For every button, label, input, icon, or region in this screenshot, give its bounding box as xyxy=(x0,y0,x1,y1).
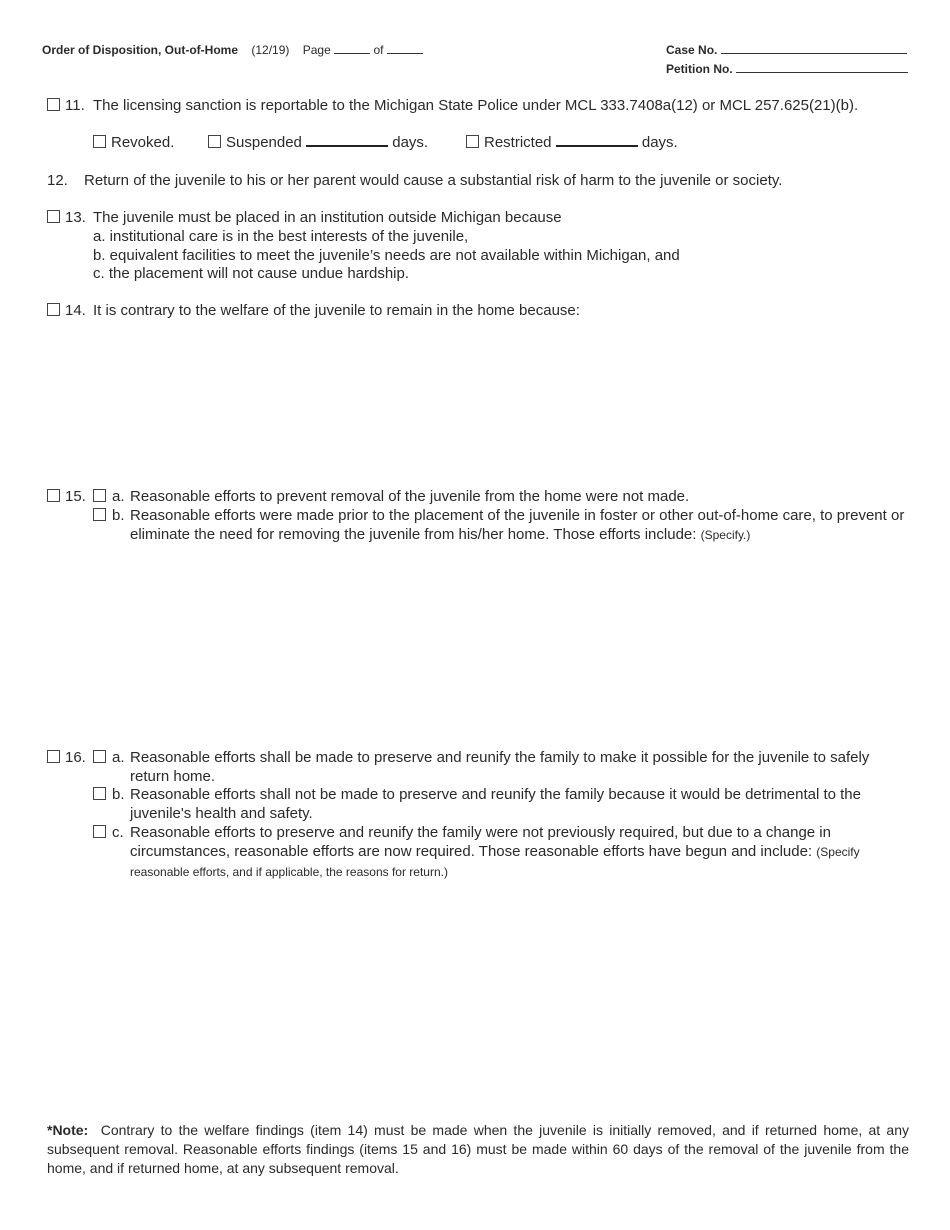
item15b-letter: b. xyxy=(112,507,125,524)
petition-no-row xyxy=(666,62,908,76)
revoked-label: Revoked. xyxy=(111,134,175,151)
restricted-days-field[interactable] xyxy=(556,133,638,147)
restricted-checkbox[interactable] xyxy=(466,135,479,148)
case-no-field[interactable] xyxy=(721,43,907,54)
petition-no-label: Petition No. xyxy=(666,62,733,76)
item16-checkbox[interactable] xyxy=(47,750,60,763)
item15a-checkbox[interactable] xyxy=(93,489,106,502)
item16c-specify: (Specify reasonable efforts, and if applicable, the reasons for return.) xyxy=(130,845,860,879)
form-header xyxy=(42,43,423,57)
item15-number: 15. xyxy=(65,488,86,505)
footer-note xyxy=(47,1121,909,1178)
item13-sub-b: b. equivalent facilities to meet the juvenile’s needs are not available within Michigan, and xyxy=(93,247,680,264)
item16b-checkbox[interactable] xyxy=(93,787,106,800)
item15a-letter: a. xyxy=(112,488,125,505)
item14-text: It is contrary to the welfare of the juvenile to remain in the home because: xyxy=(93,302,580,319)
item13-number: 13. xyxy=(65,209,86,226)
revoked-checkbox[interactable] xyxy=(93,135,106,148)
restricted-days-label: days. xyxy=(641,134,678,151)
item13-sub-a: a. institutional care is in the best interests of the juvenile, xyxy=(93,228,469,245)
item13-sub-c: c. the placement will not cause undue hardship. xyxy=(93,265,410,282)
suspended-checkbox[interactable] xyxy=(208,135,221,148)
item15b-checkbox[interactable] xyxy=(93,508,106,521)
restricted-row xyxy=(484,133,678,152)
restricted-label: Restricted xyxy=(484,134,552,151)
item12-text: Return of the juvenile to his or her parent would cause a substantial risk of harm to the juvenile or society. xyxy=(84,172,783,189)
page-total-field[interactable] xyxy=(387,43,423,54)
suspended-row xyxy=(226,133,428,152)
case-no-label: Case No. xyxy=(666,43,718,57)
item14-response-area[interactable] xyxy=(93,324,908,484)
suspended-days-label: days. xyxy=(392,134,429,151)
item15a-text: Reasonable efforts to prevent removal of the juvenile from the home were not made. xyxy=(130,488,690,505)
item16b-letter: b. xyxy=(112,786,125,803)
item16c-text: Reasonable efforts to preserve and reunify the family were not previously required, but due to a change in circumstances, reasonable efforts are now required. Those reasonable efforts have begun and include: xyxy=(130,824,831,860)
item13-checkbox[interactable] xyxy=(47,210,60,223)
case-no-row xyxy=(666,43,907,57)
item16b-text: Reasonable efforts shall not be made to preserve and reunify the family because it would be detrimental to the juvenile's health and safety. xyxy=(130,786,861,822)
of-label: of xyxy=(373,43,384,57)
page-label: Page xyxy=(302,43,331,57)
item16c-paragraph xyxy=(130,823,910,882)
form-title: Order of Disposition, Out-of-Home xyxy=(42,43,238,57)
item14-checkbox[interactable] xyxy=(47,303,60,316)
item15-response-area[interactable] xyxy=(130,550,910,740)
item15b-paragraph xyxy=(130,506,912,545)
petition-no-field[interactable] xyxy=(736,62,908,73)
item11-number: 11. xyxy=(65,97,85,114)
item11-text: The licensing sanction is reportable to the Michigan State Police under MCL 333.7408a(12) or MCL 257.625(21)(b). xyxy=(93,97,859,114)
item11-checkbox[interactable] xyxy=(47,98,60,111)
item12-number: 12. xyxy=(47,172,68,189)
note-label: *Note: xyxy=(47,1122,89,1138)
item16a-letter: a. xyxy=(112,749,125,766)
item15b-specify: (Specify.) xyxy=(700,528,751,542)
item13-text: The juvenile must be placed in an institution outside Michigan because xyxy=(93,209,562,226)
item14-number: 14. xyxy=(65,302,86,319)
suspended-label: Suspended xyxy=(226,134,302,151)
item16-response-area[interactable] xyxy=(130,885,910,1105)
item16a-checkbox[interactable] xyxy=(93,750,106,763)
item15b-text: Reasonable efforts were made prior to the placement of the juvenile in foster or other out-of-home care, to prevent or eliminate the need for removing the juvenile from his/her home. Those efforts include: xyxy=(130,507,905,543)
item16-number: 16. xyxy=(65,749,86,766)
item15-checkbox[interactable] xyxy=(47,489,60,502)
page-number-field[interactable] xyxy=(334,43,370,54)
form-revision: (12/19) xyxy=(251,43,290,57)
item16c-letter: c. xyxy=(112,824,124,841)
suspended-days-field[interactable] xyxy=(306,133,388,147)
note-text: Contrary to the welfare findings (item 14) must be made when the juvenile is initially removed, and if returned home, at any subsequent removal. Reasonable efforts findings (items 15 and 16) must be made within 60 days of the removal of the juvenile from the home, and if returned home, at any subsequent removal. xyxy=(47,1122,909,1176)
item16c-checkbox[interactable] xyxy=(93,825,106,838)
item16a-text: Reasonable efforts shall be made to preserve and reunify the family to make it possible for the juvenile to safely return home. xyxy=(130,749,870,785)
